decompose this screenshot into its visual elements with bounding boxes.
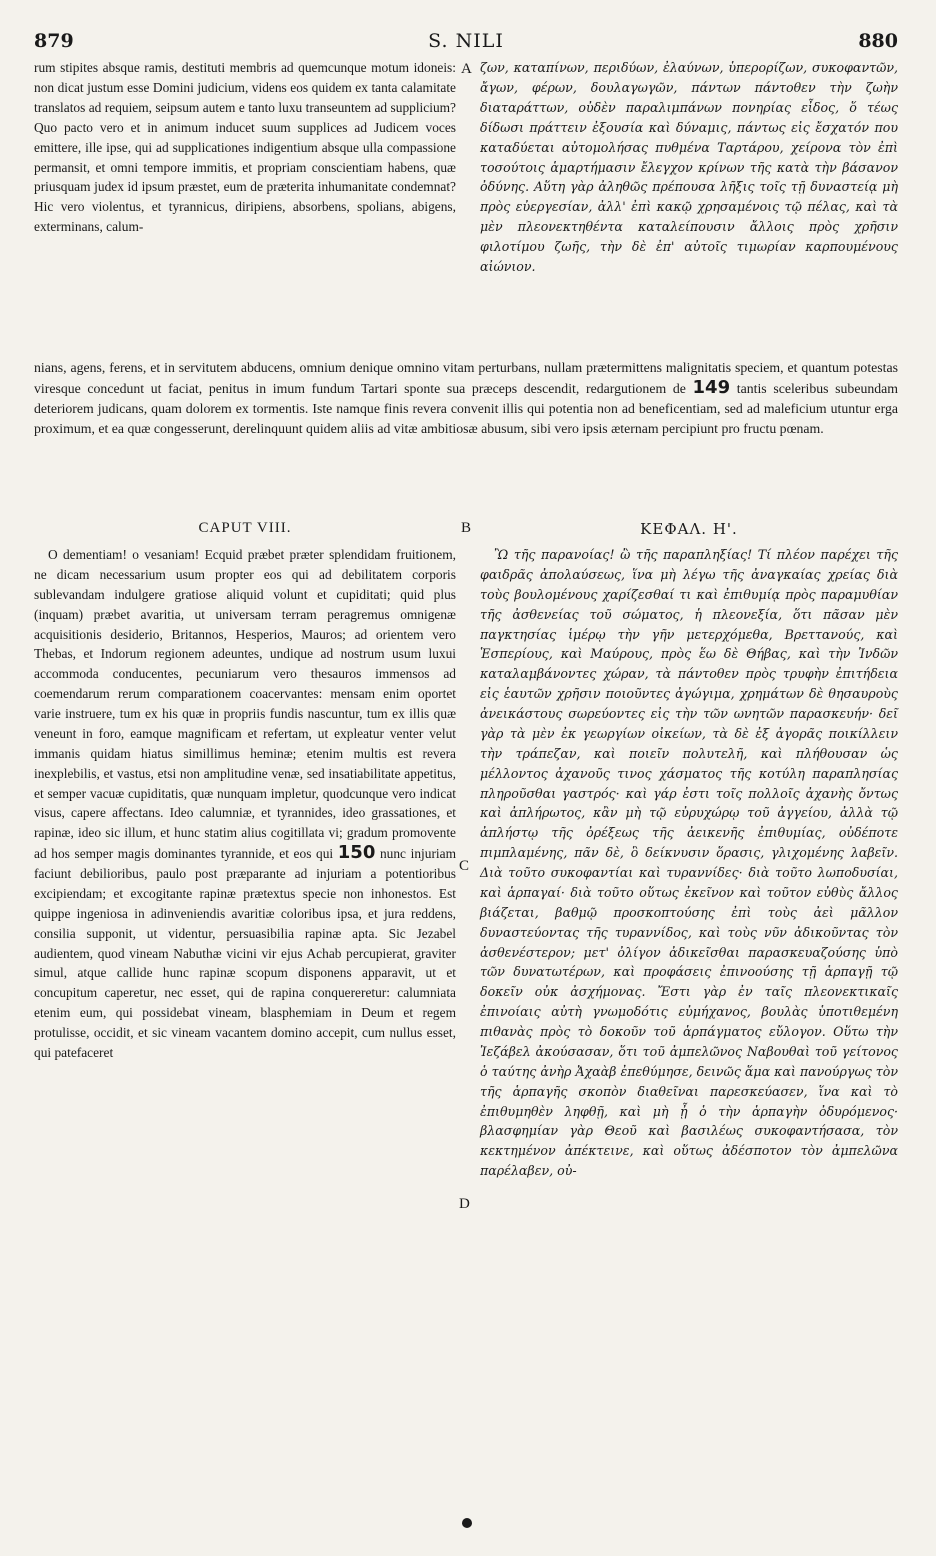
- greek-paragraph-bottom: Ὢ τῆς παρανοίας! ὢ τῆς παραπληξίας! Τί πλέον παρέχει τῆς φαιδρᾶς ἀπολαύσεως, ἵνα μὴ λέγω τῆς ἀναγκαίας χρείας διὰ τοὺς βουλομένους χαρίζεσθαί τι καὶ ἐπιθυμίᾳ πρὸς παραμυθίαν τῆς ἀσθενείας τοῦ σώματος, ἡ πλεονεξία, ὅτι πᾶσαν μὲν παγκτησίας ἱμέρῳ τὴν γῆν μετερχόμεθα, Βρεττανούς, καὶ Ἑσπερίους, καὶ Μαύρους, πρὸς ἕω δὲ Θήβας, καὶ τὴν Ἰνδῶν καταλαμβάνοντες χώραν, τὰ πάντοθεν πρὸς τρυφὴν ἐπιτήδεια εἰς ἑαυτῶν χρῆσιν ποιοῦντες ἀγώγιμα, χρημάτων δὲ θησαυροὺς ἀνεικάστους σωρεύοντες εἰς τὴν τῶν ωνητῶν παρασκευήν· δεῖ γὰρ τὰ μὲν ἐκ γεωργίων οἰκείων, τὰ δὲ ἐξ ἀγορᾶς ποικίλλειν τὴν τράπεζαν, καὶ ποιεῖν πολυτελῆ, καὶ πλήθουσαν ὡς μέλλοντος ἀχανοῦς τινος χάσματος τῆς κοτύλη παραπλησίας πληροῦσθαι γαστρός· καὶ γάρ ἐστι τοῖς πολλοῖς ἀχανὴς ὄντως καὶ ἀπλήρωτος, κἂν μὴ τῷ εὐρυχώρῳ τοῦ ἀγγείου, ἀλλὰ τῷ ἀπλήστῳ τῆς ὀρέξεως τῆς ἀεικενῆς ἐπιθυμίας, οὐδέποτε πιμπλαμένης, πᾶν δὲ, ὃ δείκνυσιν ὅρασις, γλιχομένης λαβεῖν. Διὰ τοῦτο συκοφαντίαι καὶ τυραννίδες· διὰ τοῦτο λωποδυσίαι, καὶ ἁρπαγαί· διὰ τοῦτο οὕτως ἐκεῖνον καὶ τοῦτον εὐθὺς ἄλλος βιάζεται, βαθμῷ προσκοπτούσης ἐπὶ τοὺς ἀεὶ μᾶλλον δυναστεύοντας τῆς τυραννίδος, καὶ τοὺς νῦν ἀδικοῦντας τὸν ἀσθενέστερον; μετ' ὀλίγον ἀδικεῖσθαι παρασκευαζούσης ὑπὸ τῶν δυνατωτέρων, καὶ προφάσεις ἐπινοούσης τῇ ἁρπαγῇ τῷ δοκεῖν οὐκ ἀσχήμονας. Ἔστι γὰρ ἐν ταῖς πλεονεκτικαῖς ἐπινοίαις αὐτὴ γνωμοδότις εὐμήχανος, βουλὰς ὑποτιθεμένη πιθανὰς πρὸς τὸ δοκοῦν τοῦ ἁρπάγματος εὔλογον. Οὕτω τὴν Ἰεζάβελ ἀκούσασαν, ὅτι τοῦ ἀμπελῶνος Ναβουθαὶ τοῦ γείτονος ὁ ταύτης ἀνὴρ Ἀχαὰβ ἐπεθύμησε, δεινῶς ἅμα καὶ πανούργως τὸν τῆς ἁρπαγῆς σκοπὸν διαθεῖναι παρεσκεύασεν, ἵνα καὶ τὸ ἐπιθυμηθὲν ληφθῇ, καὶ μὴ ᾖ ὁ τὴν ἁρπαγὴν ὀδυρόμενος· βλασφημίαν γὰρ Θεοῦ καὶ βασιλέως συκοφαντήσασα, τὸν κεκτημένον ἀπέκτεινε, καὶ οὕτως ἀδέσποτον τὸν ἀμπελῶνα παρέλαβεν, οὐ-: [480, 547, 898, 1179]
- page-header: [34, 30, 898, 54]
- greek-column-bottom: [480, 545, 898, 1505]
- column-number-149: 149: [692, 376, 731, 398]
- latin-paragraph-bottom: [34, 545, 456, 1063]
- latin-text-after: nunc injuriam faciunt debilioribus, paulo post præparante ad injuriam a potentioribus excipiendam; et excogitante rapinæ prætextus specie non inhonestos. Est quippe ingeniosa in adinveniendis avaritiæ coloribus ipsa, et jura reddens, consilia supponit, ut videntur, persuasibilia rapinæ apta. Sic Jezabel audientem, quod vineam Nabuthæ vicini vir ejus Achab percupierat, graviter simul, atque callide hunc rapinæ scopum disponens apparavit, ut et concupitum caperetur, nec esset, qui de rapina conquereretur: calumniata etenim eum, qui possidebat vineam, blasphemiam in Deum et regem protulisse, occidit, et sic vineam vacantem domino accepit, cum nullus esset, qui patefaceret: [34, 846, 456, 1060]
- full-text-before: nians, agens, ferens, et in servitutem abducens, omnium denique omnino vitam perturbans, nullam prætermittens malignitatis speciem, et quantum potestas viresque concedunt ut faciat, penitus in imum fundum Tartari sponte sua præceps descendit, redargutionem de: [34, 360, 898, 396]
- page-number-left: 879: [34, 30, 74, 52]
- full-width-paragraph: [34, 358, 898, 439]
- margin-marker-c: C: [459, 858, 470, 874]
- margin-marker-b: B: [461, 520, 472, 536]
- latin-paragraph-top: rum stipites absque ramis, destituti membris ad quemcunque motum idoneis: non dicat justum esse Domini judicium, videns eos quidem ex tanta calamitate translatos ad requiem, seipsum autem e tanto luxu transeuntem ad supplicium? Quo pacto vero et in animum inducet suum supplices ad Judicem voces emittere, ille ipse, qui ad supplicationes indigentium absque ulla compassione permansit, et omni tempore immitis, et propriam conscientiam habens, quæ priusquam judex id ipsum præstet, eum de præterita inhumanitate condemnat? Hic vero violentus, et tyrannicus, diripiens, absorbens, spolians, abigens, exterminans, calum-: [34, 60, 456, 235]
- full-width-latin-block: [34, 358, 898, 439]
- latin-column-top: [34, 58, 456, 358]
- greek-column-top: [480, 58, 898, 358]
- bottom-ornament-icon: [462, 1518, 472, 1528]
- greek-paragraph-top: ζων, καταπίνων, περιδύων, ἐλαύνων, ὑπερορίζων, συκοφαντῶν, ἄγων, φέρων, δουλαγωγῶν, πάντων πάντοθεν τὴν ζωὴν διαταράττων, οὐδὲν παραλιμπάνων πονηρίας εἶδος, ὅ τέως δίδωσι πράττειν ἐξουσία καὶ δύναμις, πάντως εἰς ἔσχατόν που καταδύεται αὐτομολήσας πυθμένα Ταρτάρου, χείρονα τὸν ἐπὶ τοσούτοις ἁμαρτήμασιν ἔλεγχον κρίνων τῆς κατὰ τὴν βάσανον ὀδύνης. Αὕτη γὰρ ἀληθῶς πρέπουσα λῆξις τοῖς τῇ δυναστείᾳ μὴ πρὸς εὐεργεσίαν, ἀλλ' ἐπὶ κακῷ χρησαμένοις τῷ πέλας, καὶ τὰ μὲν πλεονεκτηθέντα καταλείπουσιν ἄλλοις πρὸς χρῆσιν φιλοτίμου ζωῆς, τὴν δὲ ἐπ' αὐτοῖς τιμωρίαν καρπουμένους αἰώνιον.: [480, 60, 898, 275]
- latin-text-before: O dementiam! o vesaniam! Ecquid præbet præter splendidam fruitionem, ne dicam necessarium usum propter eos qui ad debilitatem corporis sublevandam indulgere gratiose aliquid volunt et cupiditati; quid plus (inquam) præbet avaritia, ut universam terram peragremus omnigenæ acquisitionis desiderio, Britannos, Hesperios, Mauros; ad orientem vero Thebas, et Indorum regionem adeuntes, undique ad nostrum usum luxui accommoda conducentes, pecuniarum vero thesauros immensos ad coemendarum rerum comparationem coacervantes: mensam enim oportet varie instruere, tum ex his quæ in propriis fundis nascuntur, tum ex illis quæ veneunt in foro, eamque magnificam et refertam, ut expleatur venter velut immanis quidam hiatus simillimus heminæ; etenim multis est revera inexplebilis, et vastus, etsi non amplitudine venæ, sed insatiabilitate appetitus, et semper vacuæ cupiditatis, quæ nunquam impletur, quodcunque vero indicat visus, capere affectans. Ideo calumniæ, et tyrannides, ideo grassationes, et rapinæ, ideo sic illum, et hunc statim alius cogitillata vi; gradum promovente ad hos semper magis dominantes tyrannide, et eos qui: [34, 547, 456, 862]
- margin-marker-d: D: [459, 1196, 470, 1212]
- latin-chapter-heading: CAPUT VIII.: [198, 520, 292, 536]
- margin-marker-a: A: [461, 61, 472, 77]
- full-text-after: tantis sceleribus subeundam deteriorem judicans, quam dolorem ex tormentis. Iste namque finis revera convenit illis qui potentia non ad beneficentiam, sed ad maleficium utuntur erga proximum, et ea quæ congesserunt, derelinquunt quidem aliis ad vitæ ambitiosæ abusum, sibi vero ipsis æternam percipiunt pro fructu pœnam.: [34, 380, 898, 436]
- latin-column-bottom: [34, 545, 456, 1505]
- page-number-right: 880: [858, 30, 898, 52]
- running-head: S. NILI: [428, 30, 504, 52]
- column-number-150: 150: [337, 842, 376, 864]
- greek-chapter-heading: ΚΕΦΑΛ. Η'.: [640, 520, 738, 538]
